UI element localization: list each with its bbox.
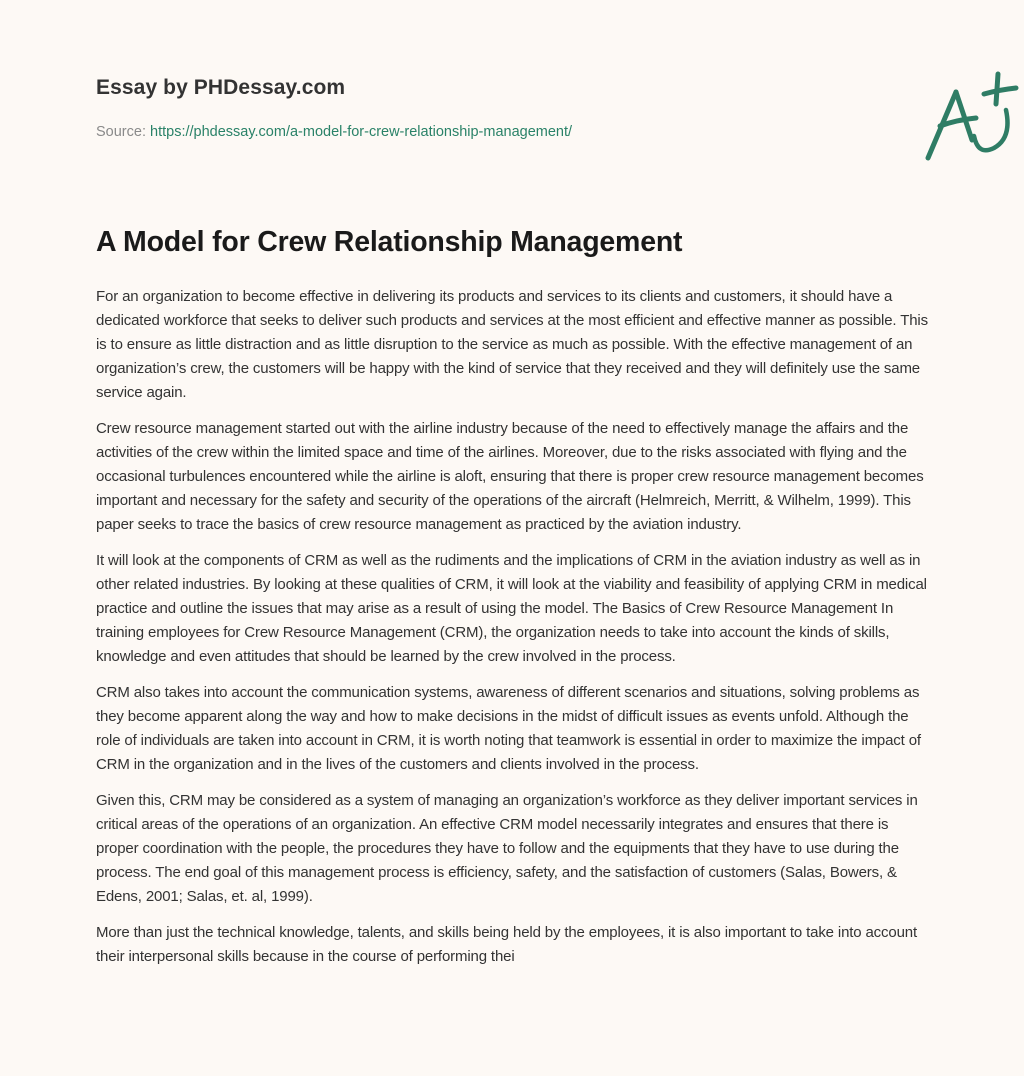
essay-body [96, 285, 930, 981]
paragraph: More than just the technical knowledge, talents, and skills being held by the employees, it is also important to take into account their interpersonal skills because in the course of performing thei [96, 924, 917, 965]
paragraph: Given this, CRM may be considered as a system of managing an organization’s workforce as they deliver important services in critical areas of the operations of an organization. An effective CRM model necessarily integrates and ensures that there is proper coordination with the people, the procedures they have to follow and the equipments that they have to use during the process. The end goal of this management process is efficiency, safety, and the satisfaction of customers (Salas, Bowers, & Edens, 2001; Salas, et. al, 1999). [96, 792, 918, 905]
paragraph: Crew resource management started out with the airline industry because of the need to effectively manage the affairs and the activities of the crew within the limited space and time of the airlines. Moreover, due to the risks associated with flying and the occasional turbulences encountered while the airline is aloft, ensuring that there is proper crew resource management becomes important and necessary for the safety and security of the operations of the aircraft (Helmreich, Merritt, & Wilhelm, 1999). This paper seeks to trace the basics of crew resource management as practiced by the aviation industry. [96, 420, 924, 533]
paragraph: For an organization to become effective in delivering its products and services to its clients and customers, it should have a dedicated workforce that seeks to deliver such products and services at the most efficient and effective manner as possible. This is to ensure as little distraction and as little disruption to the service as much as possible. With the effective management of an organization’s crew, the customers will be happy with the kind of service that they received and they will definitely use the same service again. [96, 288, 928, 401]
source-label: Source: [96, 124, 146, 140]
paragraph: It will look at the components of CRM as well as the rudiments and the implications of CRM in the aviation industry as well as in other related industries. By looking at these qualities of CRM, it will look at the viability and feasibility of applying CRM in medical practice and outline the issues that may arise as a result of using the model. The Basics of Crew Resource Management In training employees for Crew Resource Management (CRM), the organization needs to take into account the kinds of skills, knowledge and even attitudes that should be learned by the crew involved in the process. [96, 552, 927, 665]
a-plus-grade-icon [916, 64, 1024, 164]
site-title: Essay by PHDessay.com [96, 76, 346, 99]
source-line [96, 124, 572, 140]
essay-title: A Model for Crew Relationship Management [96, 226, 683, 258]
source-link[interactable]: https://phdessay.com/a-model-for-crew-relationship-management/ [150, 124, 573, 140]
paragraph: CRM also takes into account the communication systems, awareness of different scenarios and situations, solving problems as they become apparent along the way and how to make decisions in the midst of difficult issues as events unfold. Although the role of individuals are taken into account in CRM, it is worth noting that teamwork is essential in order to maximize the impact of CRM in the organization and in the lives of the customers and clients involved in the process. [96, 684, 921, 773]
